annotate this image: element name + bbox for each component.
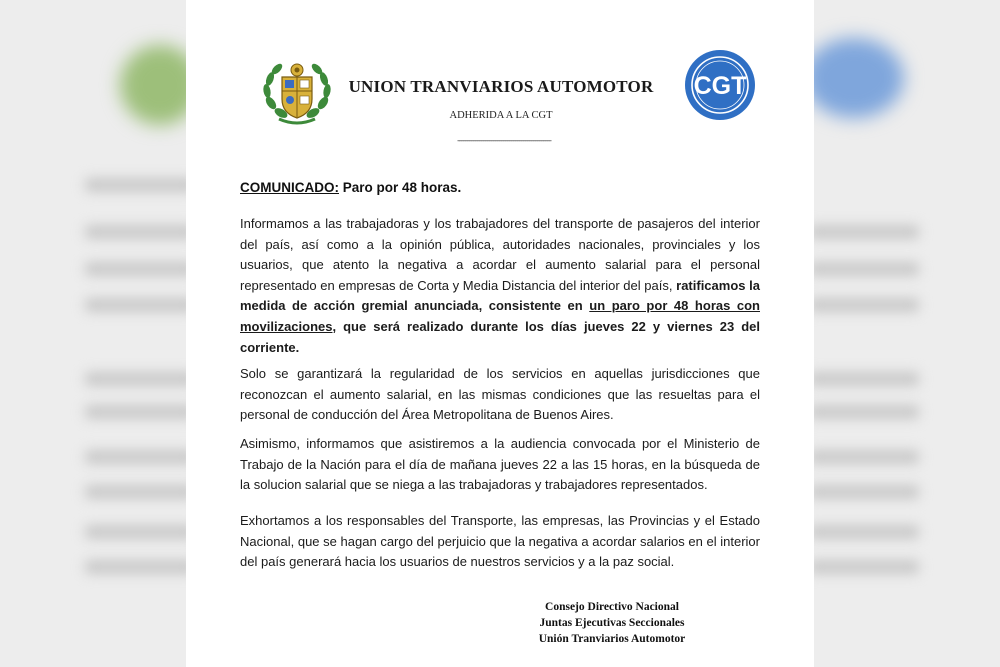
- blurred-text-line: [85, 225, 186, 239]
- communique-title: Paro por 48 horas.: [339, 180, 462, 195]
- paragraph-3: Asimismo, informamos que asistiremos a la audiencia convocada por el Ministerio de Trabajo de la Nación para el día de mañana jueves 22 a las 15 horas, en la búsqueda de la solucion salarial que se niega a las trabajadoras y trabajadores representados.: [240, 436, 760, 493]
- communique-document: [186, 0, 814, 667]
- blurred-text-line: [814, 372, 919, 386]
- blurred-text-line: [85, 525, 186, 539]
- blurred-text-line: [814, 485, 919, 499]
- blurred-text-line: [814, 262, 919, 276]
- blurred-text-line: [814, 560, 919, 574]
- paragraph-1-strike-announcement: un paro por 48 horas con movilizaciones: [240, 298, 760, 334]
- paragraph-4: Exhortamos a los responsables del Transporte, las empresas, las Provincias y el Estado Nacional, que se hagan cargo del perjuicio que la negativa a acordar salarios en el interior del país generará hacia los usuarios de nuestros servicios y a la paz social.: [240, 513, 760, 570]
- blurred-text-line: [85, 178, 186, 192]
- blurred-text-line: [85, 405, 186, 419]
- cgt-logo-icon: [684, 49, 756, 121]
- affiliation-subtitle: ADHERIDA A LA CGT: [449, 110, 553, 121]
- blurred-text-line: [85, 560, 186, 574]
- communique-label: COMUNICADO:: [240, 180, 339, 195]
- blurred-text-line: [814, 405, 919, 419]
- signature-block: [492, 599, 732, 647]
- blurred-text-line: [85, 298, 186, 312]
- blurred-text-line: [814, 225, 919, 239]
- paragraph-1: [240, 214, 760, 358]
- uta-crest-logo-icon: [261, 55, 333, 127]
- blurred-text-line: [85, 372, 186, 386]
- paragraph-1-intro: Informamos a las trabajadoras y los trabajadores del transporte de pasajeros del interior del país, así como a la opinión pública, autoridades nacionales, provinciales y los usuarios, que atento la negativa a acordar el aumento salarial para el personal representado en empresas de Corta y Media Distancia del interior del país,: [240, 216, 760, 293]
- cgt-logo-text: CGT: [693, 72, 747, 100]
- organization-name: UNION TRANVIARIOS AUTOMOTOR: [348, 77, 654, 96]
- blurred-text-line: [85, 485, 186, 499]
- signature-line-2: Juntas Ejecutivas Seccionales: [539, 617, 685, 629]
- blurred-text-line: [814, 298, 919, 312]
- communique-heading: [240, 180, 461, 195]
- blurred-background-left: [0, 0, 186, 667]
- blurred-crest-shape: [120, 45, 186, 125]
- paragraph-2: Solo se garantizará la regularidad de los servicios en aquellas jurisdicciones que reconozcan el aumento salarial, en las mismas condiciones que las resueltas para el personal de conducción del Área Metropolitana de Buenos Aires.: [240, 366, 760, 423]
- blurred-text-line: [85, 262, 186, 276]
- paragraph-1-bold: ratificamos la medida de acción gremial anunciada, consistente en: [240, 277, 760, 314]
- signature-line-3: Unión Tranviarios Automotor: [538, 633, 686, 645]
- blurred-text-line: [814, 525, 919, 539]
- paragraph-1-bold-end: , que será realizado durante los días jueves 22 y viernes 23 del corriente.: [240, 318, 760, 355]
- blurred-cgt-shape: [814, 38, 904, 118]
- blurred-text-line: [814, 450, 919, 464]
- blurred-background-right: [814, 0, 1000, 667]
- blurred-text-line: [85, 450, 186, 464]
- header-divider: -----------------------------------------------: [457, 135, 551, 145]
- signature-line-1: Consejo Directivo Nacional: [545, 601, 679, 613]
